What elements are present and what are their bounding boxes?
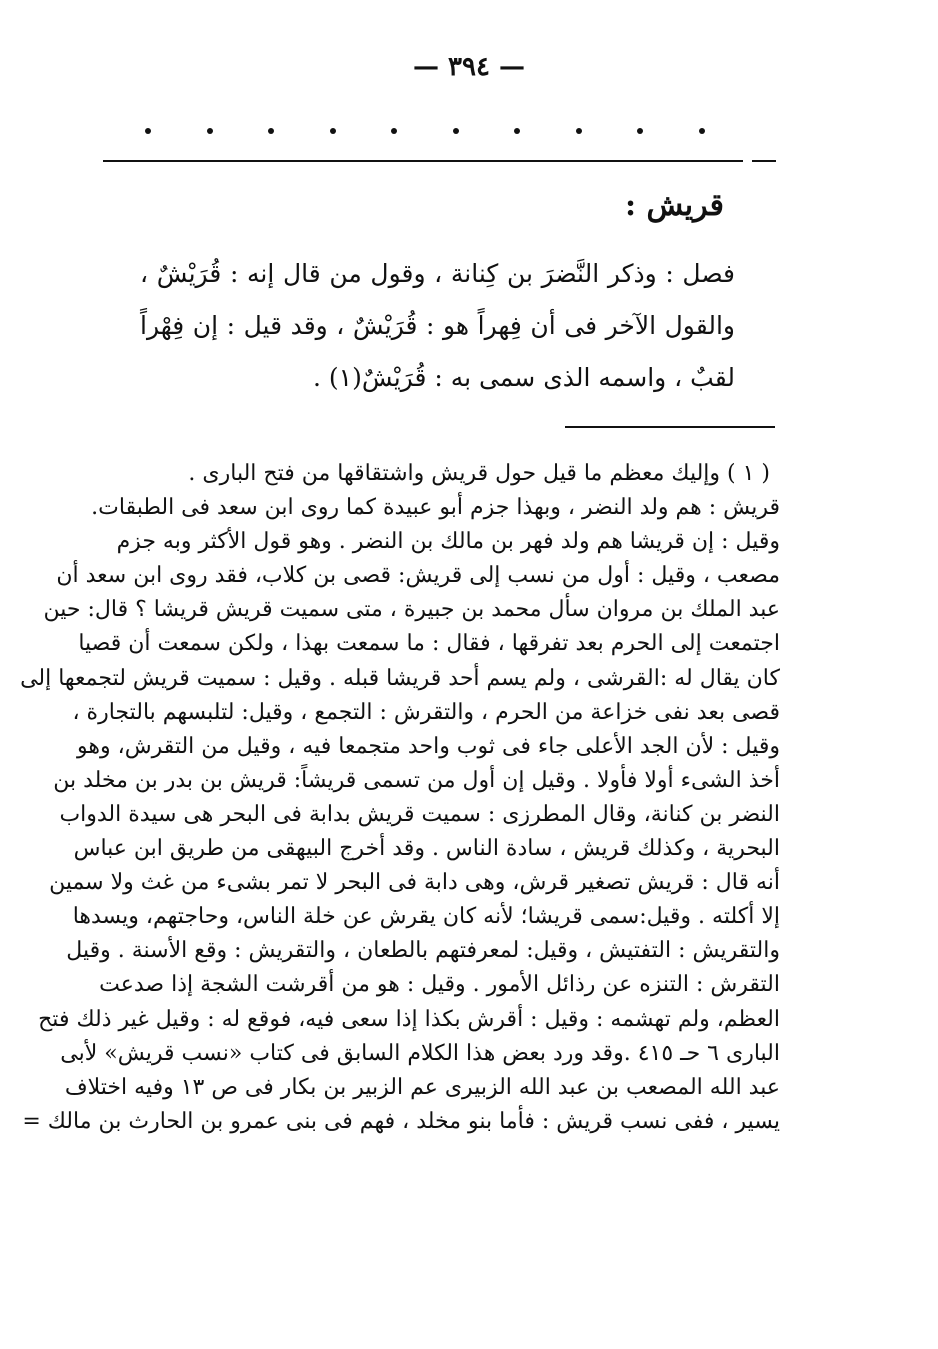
section-title: قريش : — [624, 188, 724, 223]
main-paragraph: فصل : وذكر النَّضرَ بن كِنانة ، وقول من قال إنه : قُرَيْشٌ ، والقول الآخر فى أن فِهراً هو : قُرَيْشٌ ، وقد قيل : إن فِهْراً لقبٌ ، واسمه الذى سمى به : قُرَيْشٌ(١) . — [140, 259, 735, 392]
footnote-line: العظم، ولم تهشمه : وقيل : أقرش بكذا إذا سعى فيه، فوقع له : وقيل غير ذلك فتح — [38, 1006, 780, 1032]
footnote-line: يسير ، ففى نسب قريش : فأما بنو مخلد ، فهم فى بنى عمرو بن الحارث بن مالك = — [22, 1108, 780, 1134]
ornament-dot — [145, 128, 151, 134]
ornament-dot — [453, 128, 459, 134]
ornament-dot — [699, 128, 705, 134]
ornament-dot — [391, 128, 397, 134]
main-body — [140, 248, 735, 404]
footnote-line: والتقريش : التفتيش ، وقيل: لمعرفتهم بالطعان ، والتقريش : وقع الأسنة . وقيل — [66, 938, 780, 964]
footnote-line: عبد الملك بن مروان سأل محمد بن جبيرة ، متى سميت قريش قريشا ؟ قال: حين — [43, 597, 780, 623]
ornament-dot — [207, 128, 213, 134]
footnote-line: قصى بعد نفى خزاعة من الحرم ، والتقرش : التجمع ، وقيل: لتلبسهم بالتجارة ، — [72, 699, 780, 725]
footnote-line: النضر بن كنانة، وقال المطرزى : سميت قريش بدابة فى البحر هى سيدة الدواب — [59, 801, 780, 827]
footnote-line: كان يقال له :القرشى ، ولم يسم أحد قريشا قبله . وقيل : سميت قريش لتجمعها إلى — [20, 665, 780, 691]
footnote-line: وقيل : إن قريشا هم ولد فهر بن مالك بن النضر . وهو قول الأكثر وبه جزم — [116, 529, 780, 555]
ornament-dot — [576, 128, 582, 134]
footnote-line: مصعب ، وقيل : أول من نسب إلى قريش: قصى بن كلاب، فقد روى ابن سعد أن — [56, 563, 780, 589]
footnote-block — [20, 457, 780, 1139]
ornament-dot — [330, 128, 336, 134]
footnote-line: إلا أكلته . وقيل:سمى قريشا؛ لأنه كان يقرش عن خلة الناس، وحاجتهم، ويسدها — [72, 904, 780, 930]
footnote-line: أنه قال : قريش تصغير قرش، وهى دابة فى البحر لا تمر بشىء من غث ولا سمين — [49, 870, 780, 896]
ornament-dot — [268, 128, 274, 134]
footnote-line: ( ١ ) وإليك معظم ما قيل حول قريش واشتقاقها من فتح البارى . — [188, 461, 770, 486]
footnote-line: اجتمعت إلى الحرم بعد تفرقها ، فقال : ما سمعت بهذا ، ولكن سمعت أن قصيا — [78, 631, 780, 657]
header-rule-tail — [752, 160, 776, 162]
page-number: — ٣٩٤ — — [412, 52, 526, 82]
footnote-line: وقيل : لأن الجد الأعلى جاء فى ثوب واحد متجمعا فيه ، وقيل من التقرش، وهو — [77, 733, 780, 759]
ornament-dot — [637, 128, 643, 134]
footnote-line: البارى ٦ حـ ٤١٥ .وقد ورد بعض هذا الكلام السابق فى كتاب «نسب قريش» لأبى — [60, 1040, 780, 1066]
footnote-line: البحرية ، وكذلك قريش ، سادة الناس . وقد أخرج البيهقى من طريق ابن عباس — [73, 836, 780, 862]
footnote-line: قريش : هم ولد النضر ، وبهذا جزم أبو عبيدة كما روى ابن سعد فى الطبقات. — [91, 495, 780, 521]
footnote-line: عبد الله المصعب بن عبد الله الزبيرى عم الزبير بن بكار فى ص ١٣ وفيه اختلاف — [64, 1074, 780, 1100]
ornament-dots — [145, 128, 705, 134]
footnote-line: أخذ الشىء أولا فأولا . وقيل إن أول من تسمى قريشاً: قريش بن بدر بن مخلد بن — [53, 767, 780, 793]
footnote-separator — [565, 426, 775, 428]
ornament-dot — [514, 128, 520, 134]
footnote-line: التقرش : التنزه عن رذائل الأمور . وقيل : هو من أقرشت الشجة إذا صدعت — [99, 972, 780, 998]
header-rule — [103, 160, 743, 162]
